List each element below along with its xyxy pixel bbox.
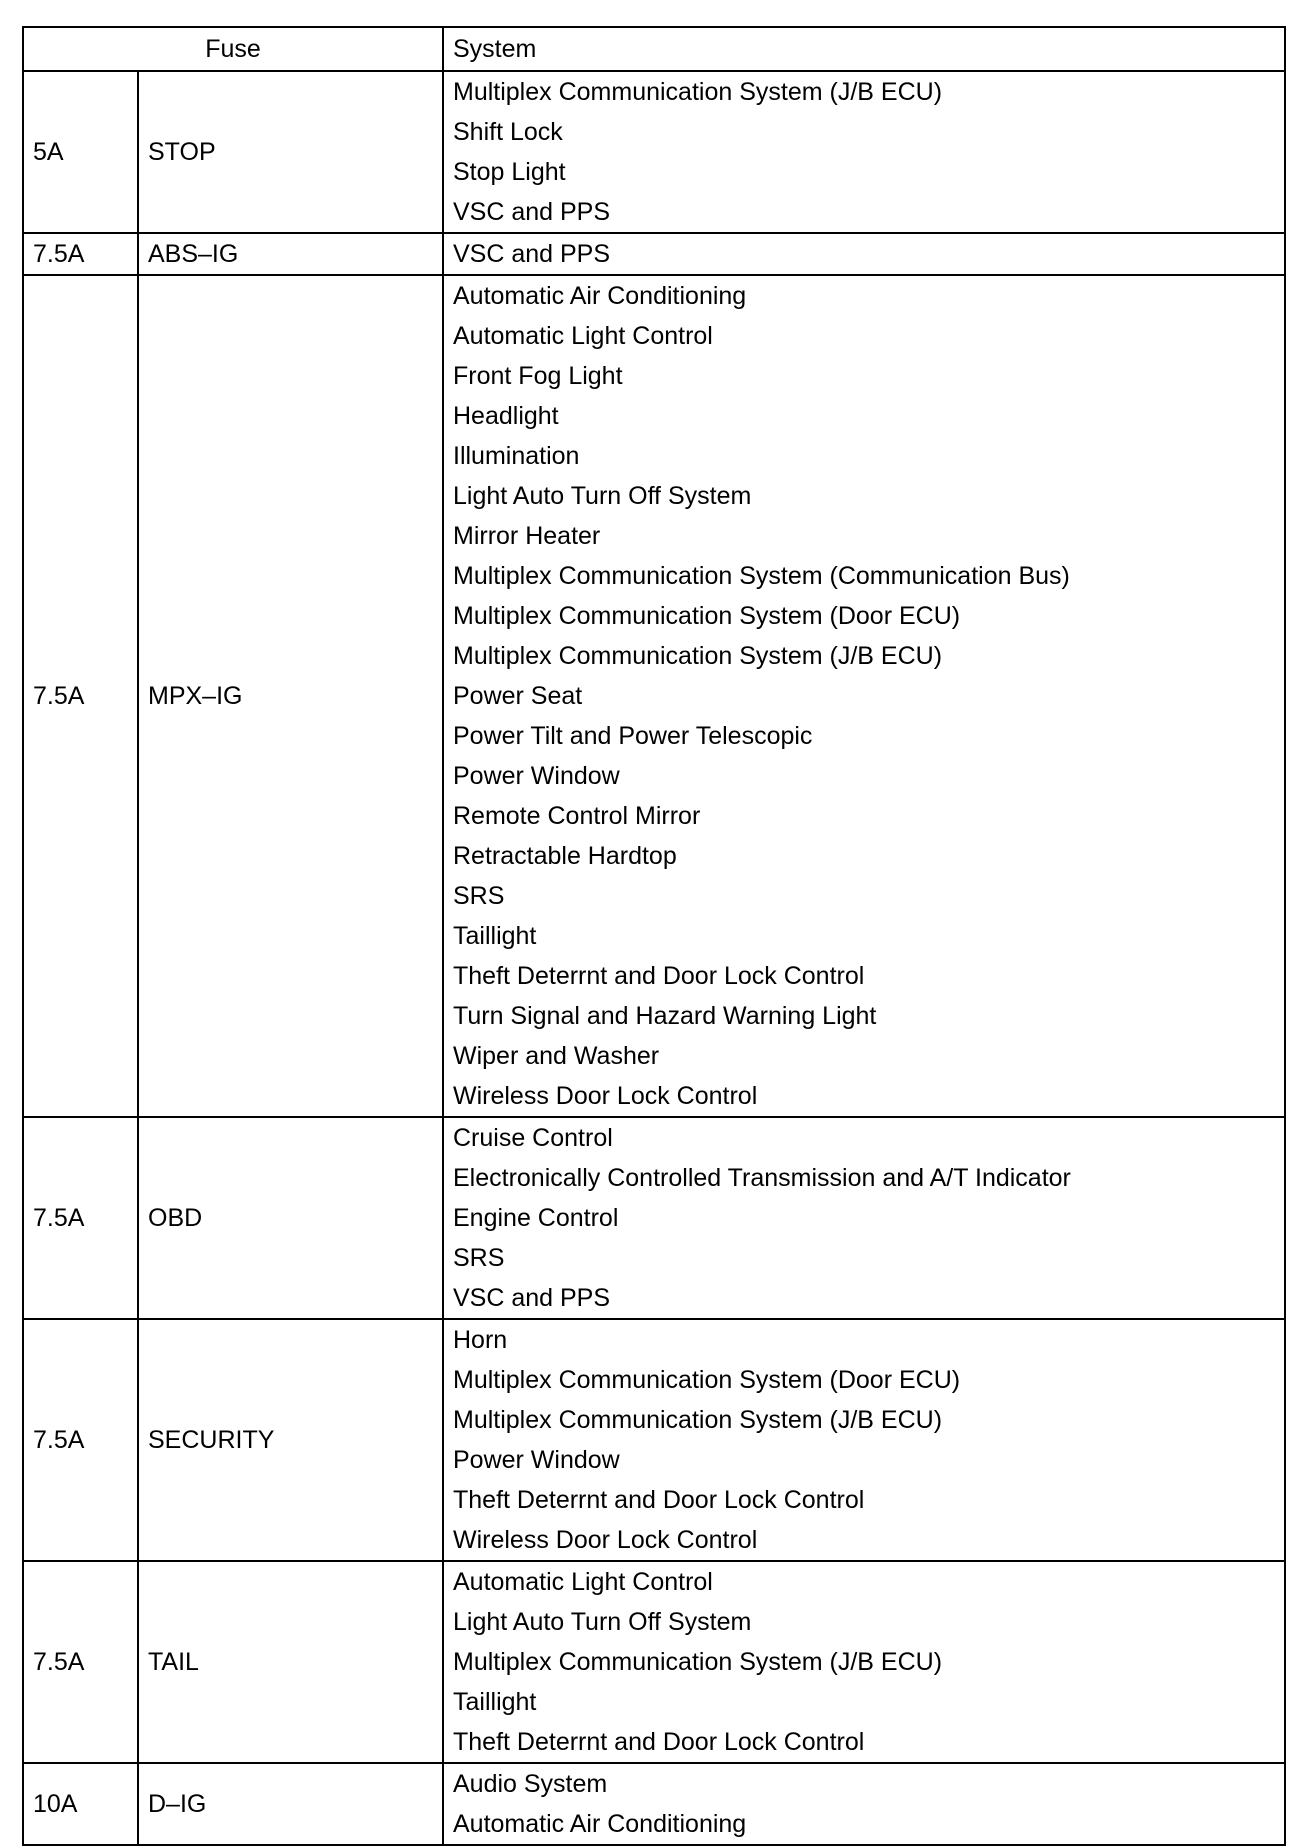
system-list <box>443 71 1285 233</box>
table-row <box>23 1763 1285 1845</box>
header-system: System <box>443 27 1285 71</box>
system-item: Multiplex Communication System (J/B ECU) <box>453 642 943 670</box>
system-item: Electronically Controlled Transmission and A/T Indicator <box>453 1164 1071 1192</box>
system-item: Power Window <box>453 762 620 790</box>
system-list <box>443 1117 1285 1319</box>
system-item: Wireless Door Lock Control <box>453 1082 758 1110</box>
fuse-amperage: 10A <box>23 1763 138 1845</box>
system-item: Automatic Air Conditioning <box>453 1810 747 1838</box>
table-row <box>23 233 1285 275</box>
system-item: Front Fog Light <box>453 362 623 390</box>
system-item: Multiplex Communication System (J/B ECU) <box>453 1648 943 1676</box>
fuse-amperage: 7.5A <box>23 1561 138 1763</box>
system-list <box>443 233 1285 275</box>
system-item: Shift Lock <box>453 118 563 146</box>
fuse-amperage: 7.5A <box>23 233 138 275</box>
table-row <box>23 1319 1285 1561</box>
fuse-amperage: 7.5A <box>23 275 138 1117</box>
system-list <box>443 1561 1285 1763</box>
system-item: Audio System <box>453 1770 608 1798</box>
fuse-name: D–IG <box>138 1763 443 1845</box>
fuse-name: SECURITY <box>138 1319 443 1561</box>
system-item: Automatic Light Control <box>453 322 713 350</box>
system-item: Light Auto Turn Off System <box>453 1608 752 1636</box>
system-item: VSC and PPS <box>453 1284 611 1312</box>
table-row <box>23 1561 1285 1763</box>
system-item: Multiplex Communication System (Door ECU) <box>453 602 961 630</box>
system-item: Cruise Control <box>453 1124 613 1152</box>
system-item: Headlight <box>453 402 559 430</box>
fuse-name: TAIL <box>138 1561 443 1763</box>
fuse-name: OBD <box>138 1117 443 1319</box>
system-item: Automatic Light Control <box>453 1568 713 1596</box>
system-item: Turn Signal and Hazard Warning Light <box>453 1002 877 1030</box>
fuse-amperage: 7.5A <box>23 1117 138 1319</box>
system-item: Engine Control <box>453 1204 619 1232</box>
system-item: Taillight <box>453 922 537 950</box>
system-item: Theft Deterrnt and Door Lock Control <box>453 1728 865 1756</box>
system-item: Multiplex Communication System (Door ECU) <box>453 1366 961 1394</box>
system-item: Multiplex Communication System (J/B ECU) <box>453 78 943 106</box>
system-item: Light Auto Turn Off System <box>453 482 752 510</box>
system-item: Power Seat <box>453 682 583 710</box>
system-item: Horn <box>453 1326 508 1354</box>
system-item: VSC and PPS <box>453 240 611 268</box>
fuse-system-table <box>22 26 1286 1846</box>
system-item: Multiplex Communication System (J/B ECU) <box>453 1406 943 1434</box>
system-item: Illumination <box>453 442 580 470</box>
system-item: SRS <box>453 1244 505 1272</box>
system-item: Theft Deterrnt and Door Lock Control <box>453 962 865 990</box>
system-item: Retractable Hardtop <box>453 842 677 870</box>
system-list <box>443 1763 1285 1845</box>
table-row <box>23 275 1285 1117</box>
system-item: Automatic Air Conditioning <box>453 282 747 310</box>
system-item: Remote Control Mirror <box>453 802 701 830</box>
fuse-name: STOP <box>138 71 443 233</box>
system-item: Wireless Door Lock Control <box>453 1526 758 1554</box>
system-item: Multiplex Communication System (Communication Bus) <box>453 562 1070 590</box>
system-item: VSC and PPS <box>453 198 611 226</box>
fuse-name: ABS–IG <box>138 233 443 275</box>
fuse-name: MPX–IG <box>138 275 443 1117</box>
header-row <box>23 27 1285 71</box>
table-row <box>23 71 1285 233</box>
header-fuse: Fuse <box>23 27 443 71</box>
system-item: SRS <box>453 882 505 910</box>
system-list <box>443 275 1285 1117</box>
system-item: Taillight <box>453 1688 537 1716</box>
fuse-amperage: 7.5A <box>23 1319 138 1561</box>
system-item: Power Window <box>453 1446 620 1474</box>
system-item: Theft Deterrnt and Door Lock Control <box>453 1486 865 1514</box>
system-item: Stop Light <box>453 158 566 186</box>
table-body <box>23 71 1285 1845</box>
table-header <box>23 27 1285 71</box>
system-item: Mirror Heater <box>453 522 601 550</box>
system-list <box>443 1319 1285 1561</box>
table-row <box>23 1117 1285 1319</box>
system-item: Power Tilt and Power Telescopic <box>453 722 813 750</box>
system-item: Wiper and Washer <box>453 1042 660 1070</box>
fuse-amperage: 5A <box>23 71 138 233</box>
